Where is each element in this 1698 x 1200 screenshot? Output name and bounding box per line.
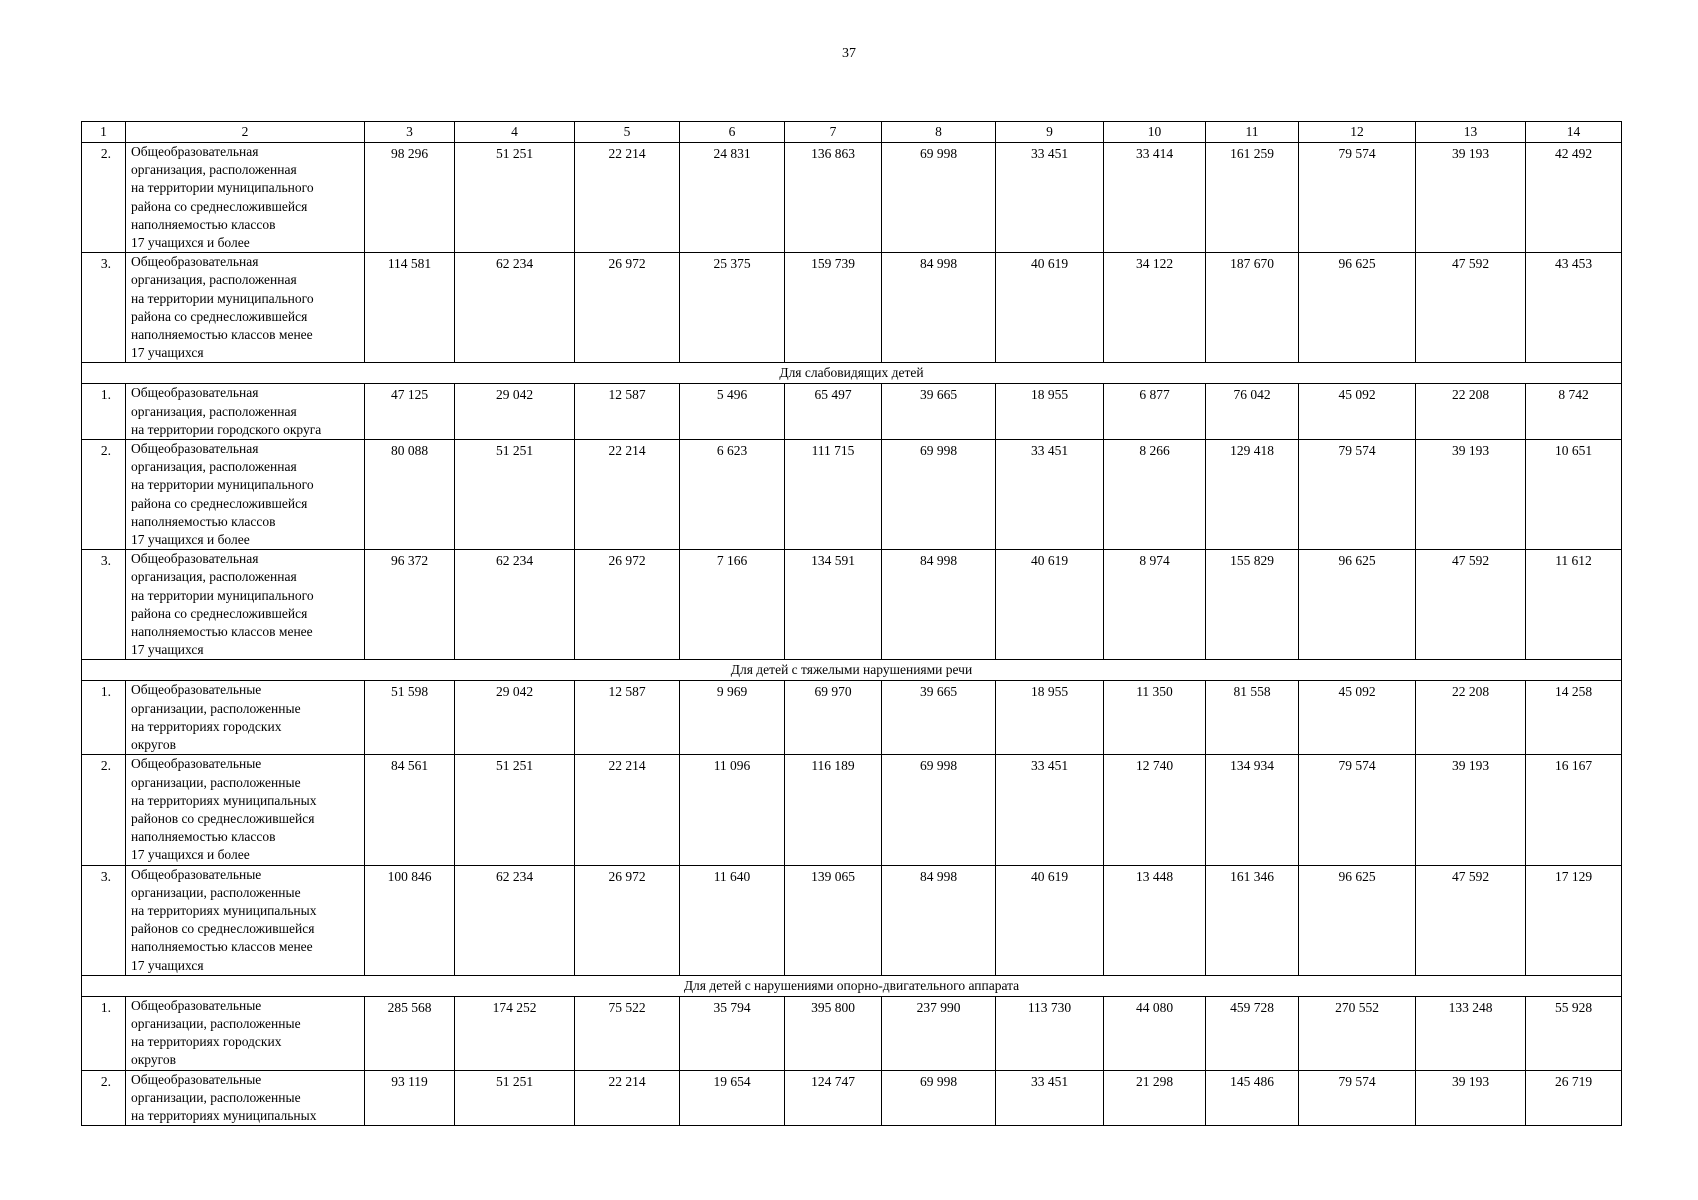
column-number-3: 3 — [365, 122, 455, 143]
value-cell: 237 990 — [882, 996, 996, 1070]
value-cell: 80 088 — [365, 440, 455, 550]
value-cell: 12 587 — [575, 681, 680, 755]
column-number-2: 2 — [126, 122, 365, 143]
organization-name: Общеобразовательные организации, расположенные на территориях муниципальных — [126, 1070, 365, 1126]
value-cell: 40 619 — [996, 253, 1104, 363]
value-cell: 11 612 — [1526, 550, 1622, 660]
value-cell: 139 065 — [785, 865, 882, 975]
value-cell: 62 234 — [455, 550, 575, 660]
value-cell: 155 829 — [1206, 550, 1299, 660]
organization-name: Общеобразовательная организация, расположенная на территории муниципального района со среднесложившейся наполняемостью классов 17 учащихся и более — [126, 143, 365, 253]
value-cell: 47 592 — [1416, 253, 1526, 363]
value-cell: 75 522 — [575, 996, 680, 1070]
value-cell: 111 715 — [785, 440, 882, 550]
row-number: 3. — [82, 550, 126, 660]
value-cell: 40 619 — [996, 865, 1104, 975]
value-cell: 51 251 — [455, 755, 575, 865]
value-cell: 39 665 — [882, 681, 996, 755]
table-row — [82, 384, 1622, 440]
value-cell: 19 654 — [680, 1070, 785, 1126]
value-cell: 39 665 — [882, 384, 996, 440]
value-cell: 84 561 — [365, 755, 455, 865]
value-cell: 12 740 — [1104, 755, 1206, 865]
value-cell: 39 193 — [1416, 143, 1526, 253]
value-cell: 113 730 — [996, 996, 1104, 1070]
row-number: 2. — [82, 1070, 126, 1126]
organization-name: Общеобразовательная организация, расположенная на территории муниципального района со среднесложившейся наполняемостью классов менее 17 учащихся — [126, 253, 365, 363]
value-cell: 51 598 — [365, 681, 455, 755]
column-number-6: 6 — [680, 122, 785, 143]
row-number: 3. — [82, 253, 126, 363]
value-cell: 124 747 — [785, 1070, 882, 1126]
section-title: Для детей с тяжелыми нарушениями речи — [82, 660, 1622, 681]
value-cell: 26 719 — [1526, 1070, 1622, 1126]
column-number-7: 7 — [785, 122, 882, 143]
value-cell: 79 574 — [1299, 1070, 1416, 1126]
value-cell: 96 372 — [365, 550, 455, 660]
value-cell: 161 259 — [1206, 143, 1299, 253]
value-cell: 11 640 — [680, 865, 785, 975]
section-title: Для детей с нарушениями опорно-двигательного аппарата — [82, 975, 1622, 996]
value-cell: 84 998 — [882, 550, 996, 660]
column-number-9: 9 — [996, 122, 1104, 143]
value-cell: 33 414 — [1104, 143, 1206, 253]
value-cell: 26 972 — [575, 253, 680, 363]
value-cell: 96 625 — [1299, 550, 1416, 660]
value-cell: 45 092 — [1299, 384, 1416, 440]
value-cell: 114 581 — [365, 253, 455, 363]
column-number-13: 13 — [1416, 122, 1526, 143]
value-cell: 47 125 — [365, 384, 455, 440]
value-cell: 14 258 — [1526, 681, 1622, 755]
value-cell: 26 972 — [575, 550, 680, 660]
value-cell: 11 096 — [680, 755, 785, 865]
organization-name: Общеобразовательные организации, расположенные на территориях муниципальных районов со среднесложившейся наполняемостью классов 17 учащихся и более — [126, 755, 365, 865]
row-number: 2. — [82, 755, 126, 865]
value-cell: 22 208 — [1416, 681, 1526, 755]
column-number-12: 12 — [1299, 122, 1416, 143]
row-number: 2. — [82, 440, 126, 550]
column-number-1: 1 — [82, 122, 126, 143]
value-cell: 79 574 — [1299, 143, 1416, 253]
value-cell: 134 591 — [785, 550, 882, 660]
value-cell: 69 998 — [882, 440, 996, 550]
value-cell: 79 574 — [1299, 440, 1416, 550]
column-number-5: 5 — [575, 122, 680, 143]
value-cell: 24 831 — [680, 143, 785, 253]
table-row — [82, 550, 1622, 660]
table-row — [82, 143, 1622, 253]
value-cell: 8 266 — [1104, 440, 1206, 550]
value-cell: 81 558 — [1206, 681, 1299, 755]
table-row — [82, 440, 1622, 550]
section-title-row — [82, 363, 1622, 384]
value-cell: 47 592 — [1416, 550, 1526, 660]
value-cell: 39 193 — [1416, 755, 1526, 865]
value-cell: 11 350 — [1104, 681, 1206, 755]
value-cell: 33 451 — [996, 440, 1104, 550]
column-number-10: 10 — [1104, 122, 1206, 143]
value-cell: 39 193 — [1416, 440, 1526, 550]
value-cell: 116 189 — [785, 755, 882, 865]
table-row — [82, 253, 1622, 363]
value-cell: 33 451 — [996, 1070, 1104, 1126]
value-cell: 26 972 — [575, 865, 680, 975]
value-cell: 33 451 — [996, 143, 1104, 253]
value-cell: 22 214 — [575, 440, 680, 550]
value-cell: 69 998 — [882, 755, 996, 865]
value-cell: 51 251 — [455, 1070, 575, 1126]
value-cell: 134 934 — [1206, 755, 1299, 865]
row-number: 1. — [82, 681, 126, 755]
value-cell: 21 298 — [1104, 1070, 1206, 1126]
value-cell: 62 234 — [455, 865, 575, 975]
value-cell: 84 998 — [882, 865, 996, 975]
organization-name: Общеобразовательные организации, расположенные на территориях муниципальных районов со среднесложившейся наполняемостью классов менее 17 учащихся — [126, 865, 365, 975]
value-cell: 51 251 — [455, 440, 575, 550]
value-cell: 45 092 — [1299, 681, 1416, 755]
value-cell: 47 592 — [1416, 865, 1526, 975]
value-cell: 270 552 — [1299, 996, 1416, 1070]
value-cell: 22 214 — [575, 143, 680, 253]
organization-name: Общеобразовательная организация, расположенная на территории муниципального района со среднесложившейся наполняемостью классов 17 учащихся и более — [126, 440, 365, 550]
section-title: Для слабовидящих детей — [82, 363, 1622, 384]
value-cell: 187 670 — [1206, 253, 1299, 363]
value-cell: 129 418 — [1206, 440, 1299, 550]
table-row — [82, 996, 1622, 1070]
value-cell: 395 800 — [785, 996, 882, 1070]
value-cell: 174 252 — [455, 996, 575, 1070]
column-number-14: 14 — [1526, 122, 1622, 143]
value-cell: 6 877 — [1104, 384, 1206, 440]
table-row — [82, 755, 1622, 865]
value-cell: 55 928 — [1526, 996, 1622, 1070]
value-cell: 18 955 — [996, 681, 1104, 755]
value-cell: 161 346 — [1206, 865, 1299, 975]
value-cell: 29 042 — [455, 384, 575, 440]
row-number: 1. — [82, 996, 126, 1070]
organization-name: Общеобразовательные организации, расположенные на территориях городских округов — [126, 681, 365, 755]
value-cell: 22 214 — [575, 1070, 680, 1126]
value-cell: 100 846 — [365, 865, 455, 975]
value-cell: 39 193 — [1416, 1070, 1526, 1126]
table-row — [82, 1070, 1622, 1126]
data-table — [81, 121, 1622, 1126]
value-cell: 29 042 — [455, 681, 575, 755]
value-cell: 96 625 — [1299, 253, 1416, 363]
organization-name: Общеобразовательная организация, расположенная на территории городского округа — [126, 384, 365, 440]
value-cell: 9 969 — [680, 681, 785, 755]
organization-name: Общеобразовательная организация, расположенная на территории муниципального района со среднесложившейся наполняемостью классов менее 17 учащихся — [126, 550, 365, 660]
value-cell: 459 728 — [1206, 996, 1299, 1070]
value-cell: 8 974 — [1104, 550, 1206, 660]
value-cell: 7 166 — [680, 550, 785, 660]
value-cell: 12 587 — [575, 384, 680, 440]
value-cell: 65 497 — [785, 384, 882, 440]
value-cell: 69 998 — [882, 1070, 996, 1126]
value-cell: 33 451 — [996, 755, 1104, 865]
value-cell: 13 448 — [1104, 865, 1206, 975]
value-cell: 145 486 — [1206, 1070, 1299, 1126]
value-cell: 136 863 — [785, 143, 882, 253]
value-cell: 51 251 — [455, 143, 575, 253]
organization-name: Общеобразовательные организации, расположенные на территориях городских округов — [126, 996, 365, 1070]
value-cell: 40 619 — [996, 550, 1104, 660]
value-cell: 25 375 — [680, 253, 785, 363]
value-cell: 35 794 — [680, 996, 785, 1070]
row-number: 3. — [82, 865, 126, 975]
value-cell: 42 492 — [1526, 143, 1622, 253]
table-row — [82, 865, 1622, 975]
value-cell: 69 998 — [882, 143, 996, 253]
column-number-11: 11 — [1206, 122, 1299, 143]
table-body — [82, 122, 1622, 1126]
row-number: 2. — [82, 143, 126, 253]
value-cell: 285 568 — [365, 996, 455, 1070]
value-cell: 69 970 — [785, 681, 882, 755]
value-cell: 43 453 — [1526, 253, 1622, 363]
value-cell: 133 248 — [1416, 996, 1526, 1070]
page-number: 37 — [842, 46, 856, 61]
value-cell: 62 234 — [455, 253, 575, 363]
value-cell: 79 574 — [1299, 755, 1416, 865]
column-number-4: 4 — [455, 122, 575, 143]
value-cell: 84 998 — [882, 253, 996, 363]
value-cell: 98 296 — [365, 143, 455, 253]
column-number-8: 8 — [882, 122, 996, 143]
value-cell: 44 080 — [1104, 996, 1206, 1070]
value-cell: 76 042 — [1206, 384, 1299, 440]
value-cell: 17 129 — [1526, 865, 1622, 975]
value-cell: 16 167 — [1526, 755, 1622, 865]
value-cell: 159 739 — [785, 253, 882, 363]
section-title-row — [82, 660, 1622, 681]
value-cell: 96 625 — [1299, 865, 1416, 975]
section-title-row — [82, 975, 1622, 996]
value-cell: 18 955 — [996, 384, 1104, 440]
value-cell: 34 122 — [1104, 253, 1206, 363]
value-cell: 22 208 — [1416, 384, 1526, 440]
value-cell: 10 651 — [1526, 440, 1622, 550]
value-cell: 8 742 — [1526, 384, 1622, 440]
value-cell: 93 119 — [365, 1070, 455, 1126]
table-row — [82, 681, 1622, 755]
value-cell: 6 623 — [680, 440, 785, 550]
value-cell: 5 496 — [680, 384, 785, 440]
value-cell: 22 214 — [575, 755, 680, 865]
header-row — [82, 122, 1622, 143]
row-number: 1. — [82, 384, 126, 440]
